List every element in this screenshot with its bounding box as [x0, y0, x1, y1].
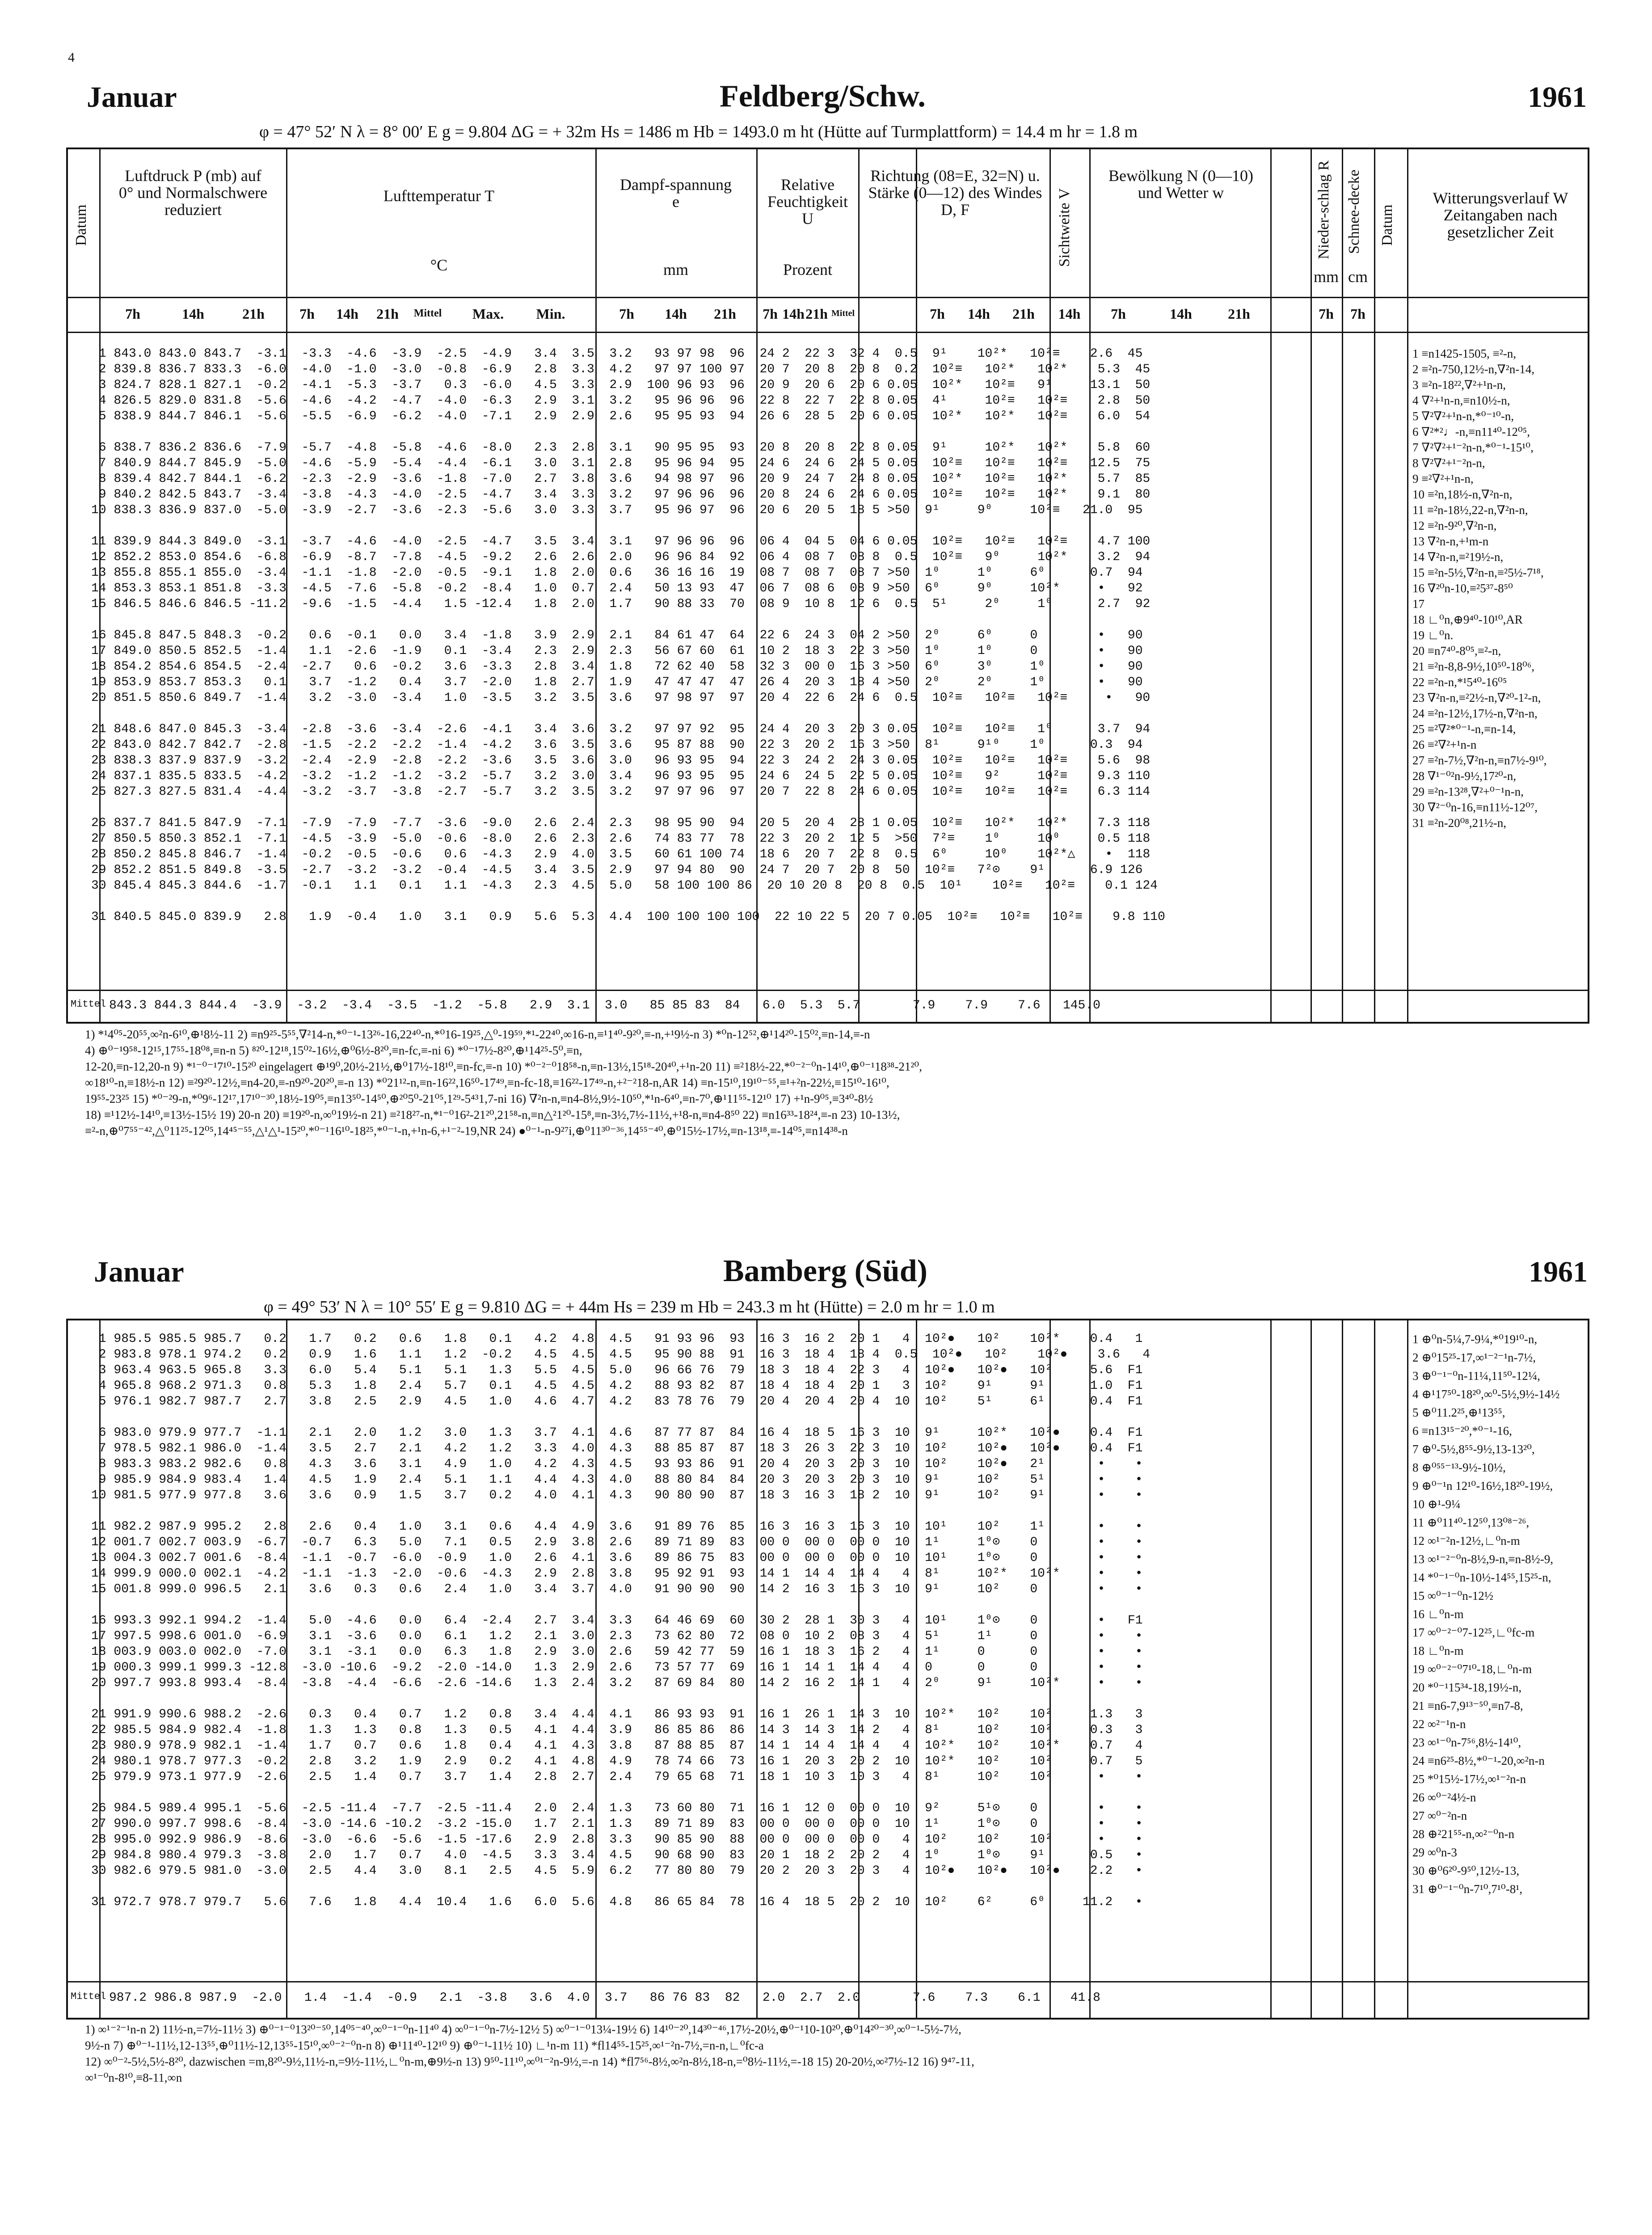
table-row: 5 976.1 982.7 987.7 2.7 3.8 2.5 2.9 4.5 1.0 4.6 4.7 4.2 83 78 76 79 20 4 20 4 20 4 10 10² 5¹ 6¹ 0.4 F1 [91, 1395, 1143, 1408]
witterung-entry: 27 ≡²n-7½,∇²n-n,≡n7½-9¹⁰, [1412, 754, 1547, 767]
station-title: Feldberg/Schw. [720, 79, 926, 114]
sub-label: 21h [805, 306, 828, 322]
table-row: 2 839.8 836.7 833.3 -6.0 -4.0 -1.0 -3.0 -0.8 -6.9 2.8 3.3 4.2 97 97 100 97 20 7 20 8 20 8 0.2 10²≡ 10²* 10²* 5.3 45 [91, 363, 1150, 376]
table-row: 17 849.0 850.5 852.5 -1.4 1.1 -2.6 -1.9 0.1 -3.4 2.3 2.9 2.3 56 67 60 61 10 2 18 3 22 3 >50 1⁰ 1⁰ 0 • 90 [91, 644, 1143, 658]
table-row: 9 840.2 842.5 843.7 -3.4 -3.8 -4.3 -4.0 -2.5 -4.7 3.4 3.3 3.2 97 96 96 96 20 8 24 6 24 6 0.05 10²≡ 10²≡ 10²* 9.1 80 [91, 488, 1150, 502]
witterung-entry: 14 *⁰⁻¹⁻⁰n-10½-14⁵⁵,15²⁵-n, [1412, 1571, 1551, 1584]
row-gap [91, 894, 1378, 909]
header-wind: Richtung (08=E, 32=N) u. Stärke (0—12) des Windes D, F [868, 167, 1042, 219]
mittel-label: Mittel [71, 999, 106, 1010]
sub-label: 21h [714, 306, 736, 322]
header-dampf: Dampf-spannung e [620, 176, 732, 211]
footnote-line: ∞18¹⁰-n,≡18½-n 12) ≡²9²⁰-12½,≡n4-20,≡-n9²⁰-20²⁰,≡-n 13) *⁰21¹²-n,≡n-16²²,16⁵⁰-17⁴⁹,≡n-fc-18,≡16²²-17⁴⁹-n,+²⁻²18-n,AR 14) ≡n-15¹⁰,19¹⁰⁻⁵⁵,≡¹+²n-22½,≡15¹⁰-16¹⁰, [85, 1076, 889, 1089]
witterung-entry: 20 ≡n7⁴⁰-8⁰⁵,≡²-n, [1412, 644, 1501, 658]
table-row: 17 997.5 998.6 001.0 -6.9 3.1 -3.6 0.0 6.1 1.2 2.1 3.0 2.3 73 62 80 72 08 0 10 2 08 3 4 5¹ 1¹ 0 • • [91, 1629, 1143, 1643]
witterung-entry: 1 ⊕⁰n-5¼,7-9¼,*⁰19¹⁰-n, [1412, 1333, 1538, 1346]
table-row: 13 004.3 002.7 001.6 -8.4 -1.1 -0.7 -6.0 -0.9 1.0 2.6 4.1 3.6 89 86 75 83 00 0 00 0 00 0 10 10¹ 1⁰⊙ 0 • • [91, 1551, 1143, 1565]
station-meta: φ = 47° 52′ N λ = 8° 00′ E g = 9.804 ΔG = + 32m Hs = 1486 m Hb = 1493.0 m ht (Hütte auf Turmplattform) = 14.4 m hr = 1.8 m [259, 122, 1138, 141]
witterung-entry: 18 ∟⁰n,⊕9⁴⁰-10¹⁰,AR [1412, 613, 1523, 626]
table-row: 12 001.7 002.7 003.9 -6.7 -0.7 6.3 5.0 7.1 0.5 2.9 3.8 2.6 89 71 89 83 00 0 00 0 00 0 10 1¹ 1⁰⊙ 0 • • [91, 1535, 1143, 1549]
footnote-line: 4) ⊕⁰⁻¹9⁵⁸-12¹⁵,17⁵⁵-18⁰⁸,≡n-n 5) ⁸²⁰-12¹⁸,15⁰²-16½,⊕⁰6½-8²⁰,≡n-fc,≡-ni 6) *⁰⁻¹7½-8²⁰,⊕¹14²⁵-5⁰,≡n, [85, 1044, 582, 1057]
table-row: 8 983.3 983.2 982.6 0.8 4.3 3.6 3.1 4.9 1.0 4.2 4.3 4.5 93 93 86 91 20 4 20 3 20 3 10 10² 10²● 2¹ • • [91, 1457, 1143, 1471]
witterung-entry: 6 ∇²*²♩-n,≡n11⁴⁰-12⁰⁵, [1412, 425, 1530, 439]
table-row: 18 003.9 003.0 002.0 -7.0 3.1 -3.1 0.0 6.3 1.8 2.9 3.0 2.6 59 42 77 59 16 1 18 3 16 2 4 1¹ 0 0 • • [91, 1645, 1143, 1659]
table-row: 31 972.7 978.7 979.7 5.6 7.6 1.8 4.4 10.4 1.6 6.0 5.6 4.8 86 65 84 78 16 4 18 5 20 2 10 10² 6² 6⁰ 11.2 • [91, 1895, 1143, 1909]
table-row: 15 001.8 999.0 996.5 2.1 3.6 0.3 0.6 2.4 1.0 3.4 3.7 4.0 91 90 90 90 14 2 16 3 16 3 10 9¹ 10² 0 • • [91, 1582, 1143, 1596]
witterung-entry: 4 ⊕¹17⁵⁰-18²⁰,∞⁰-5½,9½-14½ [1412, 1387, 1560, 1401]
witterung-entry: 18 ∟⁰n-m [1412, 1644, 1464, 1657]
data-rows [91, 1331, 1378, 1910]
sub-label: 7h [1319, 306, 1334, 322]
row-gap [91, 424, 1378, 440]
table-row: 8 839.4 842.7 844.1 -6.2 -2.3 -2.9 -3.6 -1.8 -7.0 2.7 3.8 3.6 94 98 97 96 20 9 24 7 24 8 0.05 10²* 10²≡ 10²* 5.7 85 [91, 472, 1150, 486]
sub-label: Max. [472, 306, 504, 322]
witterung-entry: 1 ≡n1425-1505, ≡²-n, [1412, 347, 1517, 360]
witterung-entry: 4 ∇²+¹n-n,≡n10½-n, [1412, 394, 1510, 407]
data-table [66, 148, 1589, 1024]
header-feuchte: Relative Feuchtigkeit U [767, 176, 848, 228]
witterung-entry: 31 ≡²n-20⁰⁸,21½-n, [1412, 816, 1507, 830]
row-gap [91, 1879, 1378, 1894]
witterung-entry: 6 ≡n13¹⁵⁻²⁰,*⁰⁻¹-16, [1412, 1424, 1512, 1438]
witterung-entry: 24 ≡²n-12½,17½-n,∇²n-n, [1412, 707, 1538, 720]
footnote-line: 12-20,≡n-12,20-n 9) *¹⁻⁰⁻¹7¹⁰-15²⁰ eingelagert ⊕¹9⁰,20½-21½,⊕⁰17½-18¹⁰,≡n-fc,≡-n 10) *⁰⁻²⁻⁰18⁵⁸-n,≡n-13½,15¹⁸-20⁴⁰,+¹n-20 11) ≡²18½-22,*⁰⁻²⁻⁰n-14¹⁰,⊕⁰⁻¹18³⁸-21²⁰, [85, 1060, 923, 1073]
row-gap [91, 1691, 1378, 1707]
table-row: 9 985.9 984.9 983.4 1.4 4.5 1.9 2.4 5.1 1.1 4.4 4.3 4.0 88 80 84 84 20 3 20 3 20 3 10 9¹ 10² 5¹ • • [91, 1473, 1143, 1487]
witterung-entry: 9 ⊕⁰⁻¹n 12¹⁰-16½,18²⁰-19½, [1412, 1479, 1553, 1493]
witterung-entry: 10 ≡²n,18½-n,∇²n-n, [1412, 488, 1513, 501]
sub-label: 21h [1012, 306, 1035, 322]
footnote-line: 18) ≡¹12½-14¹⁰,≡13½-15½ 19) 20-n 20) ≡19²⁰-n,∞⁰19½-n 21) ≡²18²⁷-n,*¹⁻⁰16²-21²⁰,21⁵⁸-n,≡n△²1²⁰-15⁸,≡n-3½,7½-11½,+¹8-n,≡n4-8⁵⁰ 22) ≡n16³³-18²⁴,≡-n 23) 10-13½, [85, 1108, 900, 1122]
table-row: 18 854.2 854.6 854.5 -2.4 -2.7 0.6 -0.2 3.6 -3.3 2.8 3.4 1.8 72 62 40 58 32 3 00 0 16 3 >50 6⁰ 3⁰ 1⁰ • 90 [91, 660, 1143, 674]
table-row: 15 846.5 846.6 846.5 -11.2 -9.6 -1.5 -4.4 1.5 -12.4 1.8 2.0 1.7 90 88 33 70 08 9 10 8 12 6 0.5 5¹ 2⁰ 1⁰ 2.7 92 [91, 597, 1150, 611]
witterung-entry: 28 ∇¹⁻⁰²n-9½,17²⁰-n, [1412, 769, 1517, 783]
witterung-entry: 16 ∟⁰n-m [1412, 1607, 1464, 1621]
witterung-entry: 9 ≡²∇²+¹n-n, [1412, 472, 1474, 485]
witterung-entry: 25 ≡²∇²*⁰⁻¹-n,≡n-14, [1412, 722, 1516, 736]
station-meta: φ = 49° 53′ N λ = 10° 55′ E g = 9.810 ΔG = + 44m Hs = 239 m Hb = 243.3 m ht (Hütte) = 2.0 m hr = 1.0 m [264, 1298, 995, 1316]
footnote-line: 12) ∞⁰⁻²-5½,5½-8²⁰, dazwischen =m,8²⁰-9½,11½-n,=9½-11½,∟⁰n-m,⊕9½-n 13) 9⁵⁰-11¹⁰,∞⁰¹⁻²n-9½,=-n 14) *fl7⁵⁶-8½,∞²n-8½,18-n,=⁰8½-11½,=-18 15) 20-20½,∞²7½-12 16) 9⁴⁷-11, [85, 2055, 974, 2068]
footnote-line: 1) ∞¹⁻²⁻¹n-n 2) 11½-n,=7½-11½ 3) ⊕⁰⁻¹⁻⁰13²⁰⁻⁵⁰,14⁰⁵⁻⁴⁰,∞⁰⁻¹⁻⁰n-11⁴⁰ 4) ∞⁰⁻¹⁻⁰n-7½-12½ 5) ∞⁰⁻¹⁻⁰13¼-19½ 6) 14¹⁰⁻²⁰,14³⁰⁻⁴⁶,17½-20½,⊕⁰⁻¹10-10²⁰,⊕⁰14²⁰⁻³⁰,∞⁰⁻¹-5½-7½, [85, 2023, 961, 2036]
witterung-entry: 23 ∇²n-n,≡²2½-n,∇²⁰-1²-n, [1412, 691, 1541, 704]
table-row: 23 980.9 978.9 982.1 -1.4 1.7 0.7 0.6 1.8 0.4 4.1 4.3 3.8 87 88 85 87 14 1 14 4 14 4 4 10²* 10² 10²* 0.7 4 [91, 1739, 1143, 1753]
header-lufttemperatur-unit: °C [430, 256, 448, 274]
header-niederschlag-unit: mm [1313, 268, 1339, 286]
witterung-entry: 8 ∇²∇²+¹⁻²n-n, [1412, 456, 1485, 470]
header-feuchte-unit: Prozent [783, 261, 832, 278]
witterung-entry: 22 ≡²n-n,*¹5⁴⁰-16⁰⁵ [1412, 675, 1507, 689]
table-row: 20 851.5 850.6 849.7 -1.4 3.2 -3.0 -3.4 1.0 -3.5 3.2 3.5 3.6 97 98 97 97 20 4 22 6 24 6 0.5 10²≡ 10²≡ 10²≡ • 90 [91, 691, 1150, 705]
table-row: 12 852.2 853.0 854.6 -6.8 -6.9 -8.7 -7.8 -4.5 -9.2 2.6 2.6 2.0 96 96 84 92 06 4 08 7 08 8 0.5 10²≡ 9⁰ 10²* 3.2 94 [91, 550, 1150, 564]
sub-label: 14h [336, 306, 358, 322]
table-row: 11 982.2 987.9 995.2 2.8 2.6 0.4 1.0 3.1 0.6 4.4 4.9 3.6 91 89 76 85 16 3 16 3 16 3 10 10¹ 10² 1¹ • • [91, 1520, 1143, 1534]
row-gap [91, 706, 1378, 721]
footnote-line: ≡²-n,⊕⁰7⁵⁵⁻⁴²,△⁰11²⁵-12⁰⁵,14⁴⁵⁻⁵⁵,△¹△¹-15²⁰,*⁰⁻¹16¹⁰-18²⁵,*⁰⁻¹-n,+¹n-6,+¹⁻²-19,NR 24) ●⁰⁻¹-n-9²⁷i,⊕⁰11³⁰⁻³⁶,14⁵⁵⁻⁴⁰,⊕⁰15½-17½,≡n-13¹⁸,≡-14⁰⁵,≡n14³⁸-n [85, 1124, 848, 1138]
station-title: Bamberg (Süd) [723, 1254, 927, 1288]
header-schnee-unit: cm [1348, 268, 1368, 286]
header-schnee: Schnee-decke [1346, 169, 1362, 254]
witterung-entry: 2 ≡²n-750,12½-n,∇²n-14, [1412, 363, 1534, 376]
witterung-entry: 15 ∞⁰⁻¹⁻⁰n-12½ [1412, 1589, 1493, 1602]
table-row: 7 840.9 844.7 845.9 -5.0 -4.6 -5.9 -5.4 -4.4 -6.1 3.0 3.1 2.8 95 96 94 95 24 6 24 6 24 5 0.05 10²≡ 10²≡ 10²≡ 12.5 75 [91, 456, 1150, 470]
witterung-entry: 10 ⊕¹-9¼ [1412, 1497, 1461, 1511]
row-gap [91, 1409, 1378, 1425]
witterung-entry: 7 ∇²∇²+¹⁻²n-n,*⁰⁻¹-15¹⁰, [1412, 441, 1534, 454]
footnotes [85, 1026, 1578, 1139]
row-gap [91, 1785, 1378, 1801]
witterung-entry: 17 [1412, 597, 1424, 611]
witterung-entry: 13 ∞¹⁻²⁻⁰n-8½,9-n,≡n-8½-9, [1412, 1552, 1553, 1566]
witterung-entry: 31 ⊕⁰⁻¹⁻⁰n-7¹⁰,7¹⁰-8¹, [1412, 1882, 1523, 1896]
witterung-entry: 3 ≡²n-18²²,∇²+¹n-n, [1412, 378, 1506, 392]
sub-label: 7h [930, 306, 945, 322]
sub-label: 14h [782, 306, 805, 322]
table-row: 28 995.0 992.9 986.9 -8.6 -3.0 -6.6 -5.6 -1.5 -17.6 2.9 2.8 3.3 90 85 90 88 00 0 00 0 00 0 4 10² 10² 10² • • [91, 1833, 1143, 1847]
table-row: 30 845.4 845.3 844.6 -1.7 -0.1 1.1 0.1 1.1 -4.3 2.3 4.5 5.0 58 100 100 86 20 10 20 8 20 8 0.5 10¹ 10²≡ 10²≡ 0.1 124 [91, 879, 1158, 893]
table-row: 20 997.7 993.8 993.4 -8.4 -3.8 -4.4 -6.6 -2.6 -14.6 1.3 2.4 3.2 87 69 84 80 14 2 16 2 14 1 4 2⁰ 9¹ 10²* • • [91, 1676, 1143, 1690]
table-row: 14 853.3 853.1 851.8 -3.3 -4.5 -7.6 -5.8 -0.2 -8.4 1.0 0.7 2.4 50 13 93 47 06 7 08 6 08 9 >50 6⁰ 9⁰ 10²* • 92 [91, 582, 1143, 595]
table-row: 2 983.8 978.1 974.2 0.2 0.9 1.6 1.1 1.2 -0.2 4.5 4.5 4.5 95 90 88 91 16 3 18 4 18 4 0.5 10²● 10² 10²● 3.6 4 [91, 1348, 1150, 1362]
table-row: 22 985.5 984.9 982.4 -1.8 1.3 1.3 0.8 1.3 0.5 4.1 4.4 3.9 86 85 86 86 14 3 14 3 14 2 4 8¹ 10² 10² 0.3 3 [91, 1723, 1143, 1737]
row-gap [91, 518, 1378, 534]
witterung-entry: 19 ∞⁰⁻²⁻⁰7¹⁰-18,∟⁰n-m [1412, 1662, 1532, 1676]
table-row: 31 840.5 845.0 839.9 2.8 1.9 -0.4 1.0 3.1 0.9 5.6 5.3 4.4 100 100 100 100 22 10 22 5 20 7 0.05 10²≡ 10²≡ 10²≡ 9.8 110 [91, 910, 1165, 924]
table-row: 7 978.5 982.1 986.0 -1.4 3.5 2.7 2.1 4.2 1.2 3.3 4.0 4.3 88 85 87 87 18 3 26 3 22 3 10 10² 10²● 10²● 0.4 F1 [91, 1442, 1143, 1455]
table-row: 3 963.4 963.5 965.8 3.3 6.0 5.4 5.1 5.1 1.3 5.5 4.5 5.0 96 66 76 79 18 3 18 4 22 3 4 10²● 10²● 10² 5.6 F1 [91, 1363, 1143, 1377]
witterung-entry: 28 ⊕²21⁵⁵-n,∞²⁻⁰n-n [1412, 1827, 1514, 1841]
witterung-entry: 12 ≡²n-9²⁰,∇²n-n, [1412, 519, 1497, 532]
table-row: 1 843.0 843.0 843.7 -3.1 -3.3 -4.6 -3.9 -2.5 -4.9 3.4 3.5 3.2 93 97 98 96 24 2 22 3 32 4 0.5 9¹ 10²* 10²≡ 2.6 45 [91, 347, 1143, 361]
sub-label: 21h [1228, 306, 1250, 322]
witterung-entry: 27 ∞⁰⁻²n-n [1412, 1809, 1467, 1822]
table-row: 22 843.0 842.7 842.7 -2.8 -1.5 -2.2 -2.2 -1.4 -4.2 3.6 3.5 3.6 95 87 88 90 22 3 20 2 16 3 >50 8¹ 9¹⁰ 1⁰ 0.3 94 [91, 738, 1143, 752]
table-row: 6 983.0 979.9 977.7 -1.1 2.1 2.0 1.2 3.0 1.3 3.7 4.1 4.6 87 77 87 84 16 4 18 5 16 3 10 9¹ 10²* 10²● 0.4 F1 [91, 1426, 1143, 1440]
table-row: 16 993.3 992.1 994.2 -1.4 5.0 -4.6 0.0 6.4 -2.4 2.7 3.4 3.3 64 46 69 60 30 2 28 1 30 3 4 10¹ 1⁰⊙ 0 • F1 [91, 1614, 1143, 1628]
sub-label: 14h [665, 306, 687, 322]
witterung-entry: 21 ≡²n-8,8-9½,10⁵⁰-18⁰⁶, [1412, 660, 1535, 673]
sub-label: 7h [1111, 306, 1126, 322]
sub-label: 14h [968, 306, 990, 322]
sub-label: 7h [125, 306, 140, 322]
witterung-entry: 21 ≡n6-7,9¹³⁻⁵⁰,≡n7-8, [1412, 1699, 1523, 1712]
header-luftdruck: Luftdruck P (mb) auf 0° und Normalschwere reduziert [118, 167, 268, 219]
witterung-list [1412, 346, 1589, 831]
witterung-entry: 12 ∞¹⁻²n-12½,∟⁰n-m [1412, 1534, 1520, 1548]
sub-label: Min. [536, 306, 565, 322]
table-row: 23 838.3 837.9 837.9 -3.2 -2.4 -2.9 -2.8 -2.2 -3.6 3.5 3.6 3.0 96 93 95 94 22 3 24 2 24 3 0.05 10²≡ 10²≡ 10²≡ 5.6 98 [91, 754, 1150, 767]
witterung-entry: 26 ∞⁰⁻²4½-n [1412, 1791, 1476, 1804]
witterung-entry: 7 ⊕⁰-5½,8⁵⁵-9½,13-13²⁰, [1412, 1442, 1535, 1456]
footnote-line: 9½-n 7) ⊕⁰⁻¹-11½,12-13⁵⁵,⊕⁰11½-12,13⁵⁵-15¹⁰,∞⁰⁻²⁻⁰n-n 8) ⊕¹11⁴⁰-12¹⁰ 9) ⊕⁰⁻¹-11½ 10) ∟¹n-m 11) *fl14⁵⁵-15²⁵,∞¹⁻²n-7½,=n-n,∟⁰fc-a [85, 2039, 764, 2052]
witterung-entry: 15 ≡²n-5½,∇²n-n,≡²5½-7¹⁸, [1412, 566, 1544, 579]
table-row: 4 965.8 968.2 971.3 0.8 5.3 1.8 2.4 5.7 0.1 4.5 4.5 4.2 88 93 82 87 18 4 18 4 20 1 3 10² 9¹ 9¹ 1.0 F1 [91, 1379, 1143, 1393]
witterung-entry: 25 *⁰15½-17½,∞¹⁻²n-n [1412, 1772, 1526, 1786]
table-row: 24 980.1 978.7 977.3 -0.2 2.8 3.2 1.9 2.9 0.2 4.1 4.8 4.9 78 74 66 73 16 1 20 3 20 2 10 10²* 10² 10² 0.7 5 [91, 1754, 1143, 1768]
table-row: 26 984.5 989.4 995.1 -5.6 -2.5 -11.4 -7.7 -2.5 -11.4 2.0 2.4 1.3 73 60 80 71 16 1 12 0 00 0 10 9² 5¹⊙ 0 • • [91, 1801, 1143, 1815]
footnote-line: 19⁵⁵-23²⁵ 15) *⁰⁻²9-n,*⁰9⁶-12¹⁷,17¹⁰⁻³⁰,18½-19⁰⁵,≡n13⁵⁰-14⁵⁰,⊕²⁰5⁰-21⁰⁵,1²⁹-5⁴³1,7-ni 16) ∇²n-n,≡n4-8½,9½-10⁵⁰,*¹n-6⁴⁰,≡n-7⁰,⊕¹11⁵⁵-12¹⁰ 17) +¹n-9⁰⁵,≡3⁴⁰-8½ [85, 1092, 873, 1105]
row-gap [91, 800, 1378, 815]
header-datum: Datum [73, 204, 89, 246]
row-gap [91, 1597, 1378, 1613]
sub-label: 7h [1350, 306, 1365, 322]
table-row: 19 853.9 853.7 853.3 0.1 3.7 -1.2 0.4 3.7 -2.0 1.8 2.7 1.9 47 47 47 47 26 4 20 3 18 4 >50 2⁰ 2⁰ 1⁰ • 90 [91, 675, 1143, 689]
witterung-entry: 11 ≡²n-18½,22-n,∇²n-n, [1412, 503, 1528, 517]
header-witterung: Witterungsverlauf W Zeitangaben nach gesetzlicher Zeit [1433, 189, 1568, 241]
table-row: 5 838.9 844.7 846.1 -5.6 -5.5 -6.9 -6.2 -4.0 -7.1 2.9 2.9 2.6 95 95 93 94 26 6 28 5 20 6 0.05 10²* 10²* 10²≡ 6.0 54 [91, 409, 1150, 423]
sub-label: Mittel [831, 308, 855, 318]
witterung-list [1412, 1330, 1589, 1898]
year-title: 1961 [1528, 81, 1587, 114]
footnote-line: ∞¹⁻⁰n-8¹⁰,≡8-11,∞n [85, 2071, 182, 2084]
sub-label: 7h [763, 306, 778, 322]
witterung-entry: 29 ≡²n-13²⁸,∇²+⁰⁻¹n-n, [1412, 785, 1524, 798]
sub-label: 14h [182, 306, 204, 322]
page-number: 4 [68, 50, 75, 65]
witterung-entry: 24 ≡n6²⁵-8½,*⁰⁻¹-20,∞²n-n [1412, 1754, 1545, 1767]
witterung-entry: 30 ∇²⁻⁰n-16,≡n11½-12⁰⁷, [1412, 801, 1538, 814]
mittel-row: 987.2 986.8 987.9 -2.0 1.4 -1.4 -0.9 2.1 -3.8 3.6 4.0 3.7 86 76 83 82 2.0 2.7 2.0 7.6 7.3 6.1 41.8 [109, 1991, 1100, 2005]
table-row: 1 985.5 985.5 985.7 0.2 1.7 0.2 0.6 1.8 0.1 4.2 4.8 4.5 91 93 96 93 16 3 16 2 20 1 4 10²● 10² 10²* 0.4 1 [91, 1332, 1143, 1346]
table-row: 27 990.0 997.7 998.6 -8.4 -3.0 -14.6 -10.2 -3.2 -15.0 1.7 2.1 1.3 89 71 89 83 00 0 00 0 00 0 10 1¹ 1⁰⊙ 0 • • [91, 1817, 1143, 1831]
table-row: 19 000.3 999.1 999.3 -12.8 -3.0 -10.6 -9.2 -2.0 -14.0 1.3 2.9 2.6 73 57 77 69 16 1 14 1 14 4 4 0 0 0 • • [91, 1661, 1143, 1674]
witterung-entry: 16 ∇²⁰n-10,≡²5³⁷-8⁵⁰ [1412, 582, 1513, 595]
table-row: 10 981.5 977.9 977.8 3.6 3.6 0.9 1.5 3.7 0.2 4.0 4.1 4.3 90 80 90 87 18 3 16 3 18 2 10 9¹ 10² 9¹ • • [91, 1489, 1143, 1502]
sub-label: 7h [619, 306, 634, 322]
table-row: 6 838.7 836.2 836.6 -7.9 -5.7 -4.8 -5.8 -4.6 -8.0 2.3 2.8 3.1 90 95 95 93 20 8 20 8 22 8 0.05 9¹ 10²* 10²* 5.8 60 [91, 441, 1150, 455]
witterung-entry: 5 ∇²∇²+¹n-n,*⁰⁻¹⁰-n, [1412, 409, 1514, 423]
sub-label: 21h [242, 306, 265, 322]
mittel-row: 843.3 844.3 844.4 -3.9 -3.2 -3.4 -3.5 -1.2 -5.8 2.9 3.1 3.0 85 85 83 84 6.0 5.3 5.7 7.9 7.9 7.6 145.0 [109, 999, 1100, 1012]
table-row: 16 845.8 847.5 848.3 -0.2 0.6 -0.1 0.0 3.4 -1.8 3.9 2.9 2.1 84 61 47 64 22 6 24 3 04 2 >50 2⁰ 6⁰ 0 • 90 [91, 628, 1143, 642]
header-sicht: Sichtweite V [1056, 188, 1073, 267]
witterung-entry: 11 ⊕⁰11⁴⁰-12⁵⁰,13⁰⁸⁻²⁶, [1412, 1516, 1530, 1529]
sub-label: 14h [1058, 306, 1081, 322]
table-row: 27 850.5 850.3 852.1 -7.1 -4.5 -3.9 -5.0 -0.6 -8.0 2.6 2.3 2.6 74 83 77 78 22 3 20 2 12 5 >50 7²≡ 1⁰ 10⁰ 0.5 118 [91, 832, 1150, 846]
witterung-entry: 22 ∞²⁻¹n-n [1412, 1717, 1466, 1731]
table-row: 3 824.7 828.1 827.1 -0.2 -4.1 -5.3 -3.7 0.3 -6.0 4.5 3.3 2.9 100 96 93 96 20 9 20 6 20 6 0.05 10²* 10²≡ 9¹ 13.1 50 [91, 378, 1150, 392]
witterung-entry: 30 ⊕⁰6²⁰-9⁵⁰,12½-13, [1412, 1864, 1520, 1877]
footnote-line: 1) *¹4⁰⁵-20⁵⁵,∞²n-6¹⁰,⊕¹8½-11 2) ≡n9²⁵-5⁵⁵,∇²14-n,*⁰⁻¹-13²⁶-16,22⁴⁰-n,*⁰16-19²⁵,△⁰-19⁵⁹,*¹-22⁴⁰,∞16-n,≡¹1⁴⁰-9²⁰,≡-n,+¹9½-n 3) *⁰n-12⁵²,⊕¹14²⁰-15⁰²,≡n-14,≡-n [85, 1028, 870, 1041]
witterung-entry: 20 *⁰⁻¹15³⁴-18,19½-n, [1412, 1681, 1522, 1694]
sub-label: 21h [376, 306, 399, 322]
witterung-entry: 29 ∞⁰n-3 [1412, 1846, 1457, 1859]
row-gap [91, 612, 1378, 628]
witterung-entry: 19 ∟⁰n. [1412, 628, 1454, 642]
witterung-entry: 2 ⊕⁰15²⁵-17,∞¹⁻²⁻¹n-7½, [1412, 1351, 1536, 1364]
witterung-entry: 5 ⊕⁰11.2²⁵,⊕¹13⁵⁵, [1412, 1406, 1505, 1419]
header-lufttemperatur: Lufttemperatur T [383, 187, 495, 205]
header-dampf-unit: mm [663, 261, 688, 278]
header-datum-right: Datum [1379, 204, 1395, 246]
table-row: 26 837.7 841.5 847.9 -7.1 -7.9 -7.9 -7.7 -3.6 -9.0 2.6 2.4 2.3 98 95 90 94 20 5 20 4 28 1 0.05 10²≡ 10²* 10²* 7.3 118 [91, 816, 1150, 830]
month-title: Januar [94, 1256, 184, 1288]
table-row: 28 850.2 845.8 846.7 -1.4 -0.2 -0.5 -0.6 0.6 -4.3 2.9 4.0 3.5 60 61 100 74 18 6 20 7 22 8 0.5 6⁰ 10⁰ 10²*△ • 118 [91, 848, 1150, 861]
table-row: 14 999.9 000.0 002.1 -4.2 -1.1 -1.3 -2.0 -0.6 -4.3 2.9 2.8 3.8 95 92 91 93 14 1 14 4 14 4 4 8¹ 10²* 10²* • • [91, 1567, 1143, 1581]
table-row: 30 982.6 979.5 981.0 -3.0 2.5 4.4 3.0 8.1 2.5 4.5 5.9 6.2 77 80 80 79 20 2 20 3 20 3 4 10²● 10²● 10²● 2.2 • [91, 1864, 1143, 1878]
table-row: 13 855.8 855.1 855.0 -3.4 -1.1 -1.8 -2.0 -0.5 -9.1 1.8 2.0 0.6 36 16 16 19 08 7 08 7 08 7 >50 1⁰ 1⁰ 6⁰ 0.7 94 [91, 566, 1143, 580]
table-row: 21 991.9 990.6 988.2 -2.6 0.3 0.4 0.7 1.2 0.8 3.4 4.4 4.1 86 93 93 91 16 1 26 1 14 3 10 10²* 10² 10² 1.3 3 [91, 1708, 1143, 1721]
table-row: 29 984.8 980.4 979.3 -3.8 2.0 1.7 0.7 4.0 -4.5 3.3 3.4 4.5 90 68 90 83 20 1 18 2 20 2 4 1⁰ 1⁰⊙ 9¹ 0.5 • [91, 1848, 1143, 1862]
month-title: Januar [87, 81, 177, 114]
table-row: 11 839.9 844.3 849.0 -3.1 -3.7 -4.6 -4.0 -2.5 -4.7 3.5 3.4 3.1 97 96 96 96 06 4 04 5 04 6 0.05 10²≡ 10²≡ 10²≡ 4.7 100 [91, 535, 1150, 548]
mittel-label: Mittel [71, 1991, 106, 2002]
header-bewoelkung: Bewölkung N (0—10) und Wetter w [1108, 167, 1253, 202]
witterung-entry: 8 ⊕⁰⁵⁵⁻¹³-9½-10½, [1412, 1461, 1506, 1474]
witterung-entry: 26 ≡²∇²+¹n-n [1412, 738, 1477, 751]
witterung-entry: 13 ∇²n-n,+¹m-n [1412, 535, 1489, 548]
table-row: 21 848.6 847.0 845.3 -3.4 -2.8 -3.6 -3.4 -2.6 -4.1 3.4 3.6 3.2 97 97 92 95 24 4 20 3 20 3 0.05 10²≡ 10²≡ 1⁰ 3.7 94 [91, 722, 1150, 736]
footnotes [85, 2021, 1578, 2086]
row-gap [91, 1503, 1378, 1519]
witterung-entry: 3 ⊕⁰⁻¹⁻⁰n-11¼,11⁵⁰-12¼, [1412, 1369, 1540, 1383]
table-row: 10 838.3 836.9 837.0 -5.0 -3.9 -2.7 -3.6 -2.3 -5.6 3.0 3.3 3.7 95 96 97 96 20 6 20 5 18 5 >50 9¹ 9⁰ 10²≡ 21.0 95 [91, 503, 1143, 517]
witterung-entry: 14 ∇²n-n,≡²19½-n, [1412, 550, 1504, 564]
sub-label: Mittel [413, 308, 442, 319]
table-row: 24 837.1 835.5 833.5 -4.2 -3.2 -1.2 -1.2 -3.2 -5.7 3.2 3.0 3.4 96 93 95 95 24 6 24 5 22 5 0.05 10²≡ 9² 10²≡ 9.3 110 [91, 769, 1150, 783]
sub-label: 7h [299, 306, 315, 322]
data-table [66, 1319, 1589, 2020]
table-row: 25 827.3 827.5 831.4 -4.4 -3.2 -3.7 -3.8 -2.7 -5.7 3.2 3.5 3.2 97 97 96 97 20 7 22 8 24 6 0.05 10²≡ 10²≡ 10²≡ 6.3 114 [91, 785, 1150, 799]
table-row: 29 852.2 851.5 849.8 -3.5 -2.7 -3.2 -3.2 -0.4 -4.5 3.4 3.5 2.9 97 94 80 90 24 7 20 7 20 8 50 10²≡ 7²⊙ 9¹ 6.9 126 [91, 863, 1143, 877]
witterung-entry: 23 ∞¹⁻⁰n-7⁵⁶,8½-14¹⁰, [1412, 1736, 1521, 1749]
data-rows [91, 346, 1378, 925]
header-niederschlag: Nieder-schlag R [1315, 160, 1332, 259]
sub-label: 14h [1170, 306, 1192, 322]
year-title: 1961 [1529, 1256, 1588, 1288]
table-row: 4 826.5 829.0 831.8 -5.6 -4.6 -4.2 -4.7 -4.0 -6.3 2.9 3.1 3.2 95 96 96 96 22 8 22 7 22 8 0.05 4¹ 10²≡ 10²≡ 2.8 50 [91, 394, 1150, 408]
table-row: 25 979.9 973.1 977.9 -2.6 2.5 1.4 0.7 3.7 1.4 2.8 2.7 2.4 79 65 68 71 18 1 10 3 10 3 4 8¹ 10² 10² • • [91, 1770, 1143, 1784]
witterung-entry: 17 ∞⁰⁻²⁻⁰7-12²⁵,∟⁰fc-m [1412, 1626, 1535, 1639]
